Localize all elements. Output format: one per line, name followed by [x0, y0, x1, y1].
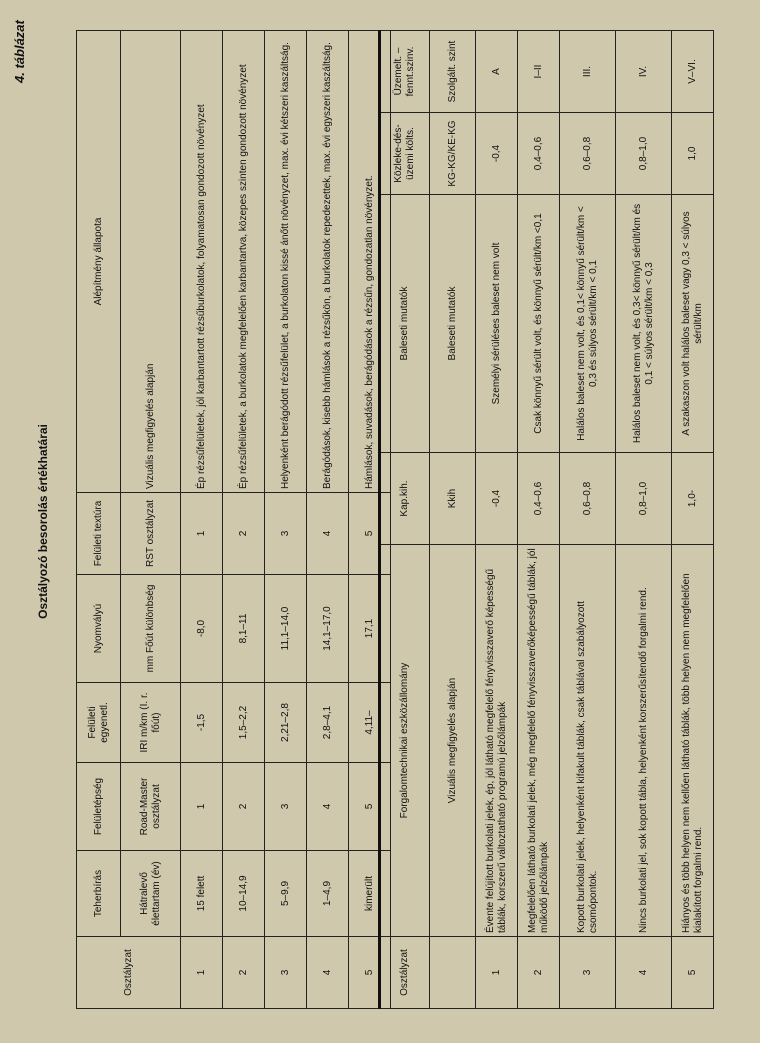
sub-perf: Road-Master osztályzat: [121, 763, 181, 851]
header-class: Osztályzat: [77, 937, 181, 1009]
cell-rut: 17,1: [349, 575, 391, 683]
cell-load: 1–4,9: [307, 851, 349, 937]
classification-table-1: [76, 30, 391, 1009]
cell-kap: 0,4–0,6: [518, 453, 560, 545]
cell-kap: 0,6–0,8: [560, 453, 616, 545]
cell-maint: IV.: [616, 31, 672, 113]
header-rut: Nyomvályú: [77, 575, 121, 683]
sub-state: Vizuális megfigyelés alapján: [121, 31, 181, 493]
cell-perf: 1: [181, 763, 223, 851]
cell-equip: Hiányos és több helyen nem kellően látható táblák, több helyen nem megfelelően kialakított forgalmi rend.: [672, 545, 714, 937]
cell-class: 1: [476, 937, 518, 1009]
header-maint: Üzemelt. – fennt.szinv.: [380, 31, 430, 113]
cell-kap: 0,8–1,0: [616, 453, 672, 545]
cell-class: 4: [616, 937, 672, 1009]
header-load: Teherbírás: [77, 851, 121, 937]
cell-state: Berágódások, kisebb hámlások a rézsűkön, a burkolatok repedezettek, max. évi egyszeri kaszáltság.: [307, 31, 349, 493]
sub-maint: Szolgált. szint: [430, 31, 476, 113]
classification-table-2: [378, 30, 714, 1009]
cell-cost: 0,4–0,6: [518, 113, 560, 195]
header-perf: Felületépség: [77, 763, 121, 851]
cell-class: 2: [223, 937, 265, 1009]
table-row: [476, 31, 518, 1009]
cell-rut: -8,0: [181, 575, 223, 683]
cell-accident: Csak könnyű sérült volt, és könnyű sérült/km <0,1: [518, 195, 560, 453]
sub-texture: RST osztályzat: [121, 493, 181, 575]
cell-load: 10–14,9: [223, 851, 265, 937]
cell-state: Hámlások, suvadások, berágódások a rézsűn, gondozatlan növényzet.: [349, 31, 391, 493]
cell-maint: III.: [560, 31, 616, 113]
cell-rut: 11,1–14,0: [265, 575, 307, 683]
cell-class: 5: [349, 937, 391, 1009]
cell-maint: V–VI.: [672, 31, 714, 113]
cell-kap: 1,0-: [672, 453, 714, 545]
table-row: [672, 31, 714, 1009]
cell-perf: 5: [349, 763, 391, 851]
cell-state: Ép rézsűfelületek, a burkolatok megfelelően karbantartva, közepes szinten gondozott növényzet: [223, 31, 265, 493]
sub-cost: KG-KG/KE-KG: [430, 113, 476, 195]
cell-maint: I–II: [518, 31, 560, 113]
cell-class: 3: [265, 937, 307, 1009]
page-title: Osztályozó besorolás értékhatárai: [36, 424, 50, 619]
cell-texture: 2: [223, 493, 265, 575]
cell-equip: Megfelelően látható burkolati jelek, még megfelelő fényvisszaverőképességű táblák, jól működő jelzőlámpák: [518, 545, 560, 937]
cell-load: 5–9,9: [265, 851, 307, 937]
cell-texture: 1: [181, 493, 223, 575]
cell-even: -1,5: [181, 683, 223, 763]
table-row: [265, 31, 307, 1009]
cell-even: 4,11–: [349, 683, 391, 763]
cell-state: Ép rézsűfelületek, jól karbantartott rézsűburkolatok, folyamatosan gondozott növényzet: [181, 31, 223, 493]
sub-rut: mm Főút különbség: [121, 575, 181, 683]
header-even: Felületi egyenetl.: [77, 683, 121, 763]
cell-texture: 3: [265, 493, 307, 575]
cell-accident: A szakaszon volt halálos baleset vagy 0,3 < súlyos sérült/km: [672, 195, 714, 453]
cell-class: 1: [181, 937, 223, 1009]
table-row: [518, 31, 560, 1009]
cell-class: 3: [560, 937, 616, 1009]
cell-equip: Kopott burkolati jelek, helyenként kifakult táblák, csak táblával szabályozott csomópontok.: [560, 545, 616, 937]
header-class-2: Osztályzat: [380, 937, 430, 1009]
cell-cost: 1,0: [672, 113, 714, 195]
cell-cost: -0,4: [476, 113, 518, 195]
cell-rut: 8,1–11: [223, 575, 265, 683]
header-equip: Forgalomtechnikai eszközállomány: [380, 545, 430, 937]
cell-kap: -0,4: [476, 453, 518, 545]
cell-even: 1,5–2,2: [223, 683, 265, 763]
cell-perf: 3: [265, 763, 307, 851]
cell-class: 2: [518, 937, 560, 1009]
table-row: [307, 31, 349, 1009]
cell-maint: A: [476, 31, 518, 113]
cell-cost: 0,8–1,0: [616, 113, 672, 195]
cell-equip: Évente felújított burkolati jelek, ép, jól látható megfelelő fényvisszaverő képességű táblák, korszerű változtatható programú jelzőlámpák: [476, 545, 518, 937]
cell-accident: Személyi sérüléses baleset nem volt: [476, 195, 518, 453]
cell-class: 5: [672, 937, 714, 1009]
cell-accident: Halálos baleset nem volt, és 0,1< könnyű sérült/km < 0,3 és súlyos sérült/km < 0,1: [560, 195, 616, 453]
cell-rut: 14,1–17,0: [307, 575, 349, 683]
sub-equip: Vizuális megfigyelés alapján: [430, 545, 476, 937]
cell-cost: 0,6–0,8: [560, 113, 616, 195]
cell-equip: Nincs burkolati jel, sok kopott tábla, helyenként korszerűsítendő forgalmi rend.: [616, 545, 672, 937]
cell-perf: 2: [223, 763, 265, 851]
header-texture: Felületi textúra: [77, 493, 121, 575]
cell-state: Helyenként berágódott rézsűfelület, a burkolaton kissé ánőtt növényzet, max. évi kétszeri kaszáltság.: [265, 31, 307, 493]
table-row: [560, 31, 616, 1009]
cell-perf: 4: [307, 763, 349, 851]
header-kap: Kap.kih.: [380, 453, 430, 545]
sub-even: IRI m/km (I. r. főút): [121, 683, 181, 763]
cell-even: 2,21–2,8: [265, 683, 307, 763]
cell-load: 15 felett: [181, 851, 223, 937]
table-number: 4. táblázat: [12, 20, 27, 83]
table-row: [181, 31, 223, 1009]
header-accident: Baleseti mutatók: [380, 195, 430, 453]
sub-class-2: [430, 937, 476, 1009]
cell-load: kimerült: [349, 851, 391, 937]
cell-accident: Halálos baleset nem volt, és 0,3< könnyű sérült/km és 0,1 < súlyos sérült/km < 0,3: [616, 195, 672, 453]
cell-texture: 4: [307, 493, 349, 575]
cell-even: 2,8–4,1: [307, 683, 349, 763]
sub-load: Hátralevő élettartam (év): [121, 851, 181, 937]
cell-texture: 5: [349, 493, 391, 575]
sub-accident: Baleseti mutatók: [430, 195, 476, 453]
sub-kap: Kkih: [430, 453, 476, 545]
header-cost: Közleke-dés-üzemi költs.: [380, 113, 430, 195]
header-state: Alépítmény állapota: [77, 31, 121, 493]
cell-class: 4: [307, 937, 349, 1009]
table-row: [223, 31, 265, 1009]
table-row: [616, 31, 672, 1009]
